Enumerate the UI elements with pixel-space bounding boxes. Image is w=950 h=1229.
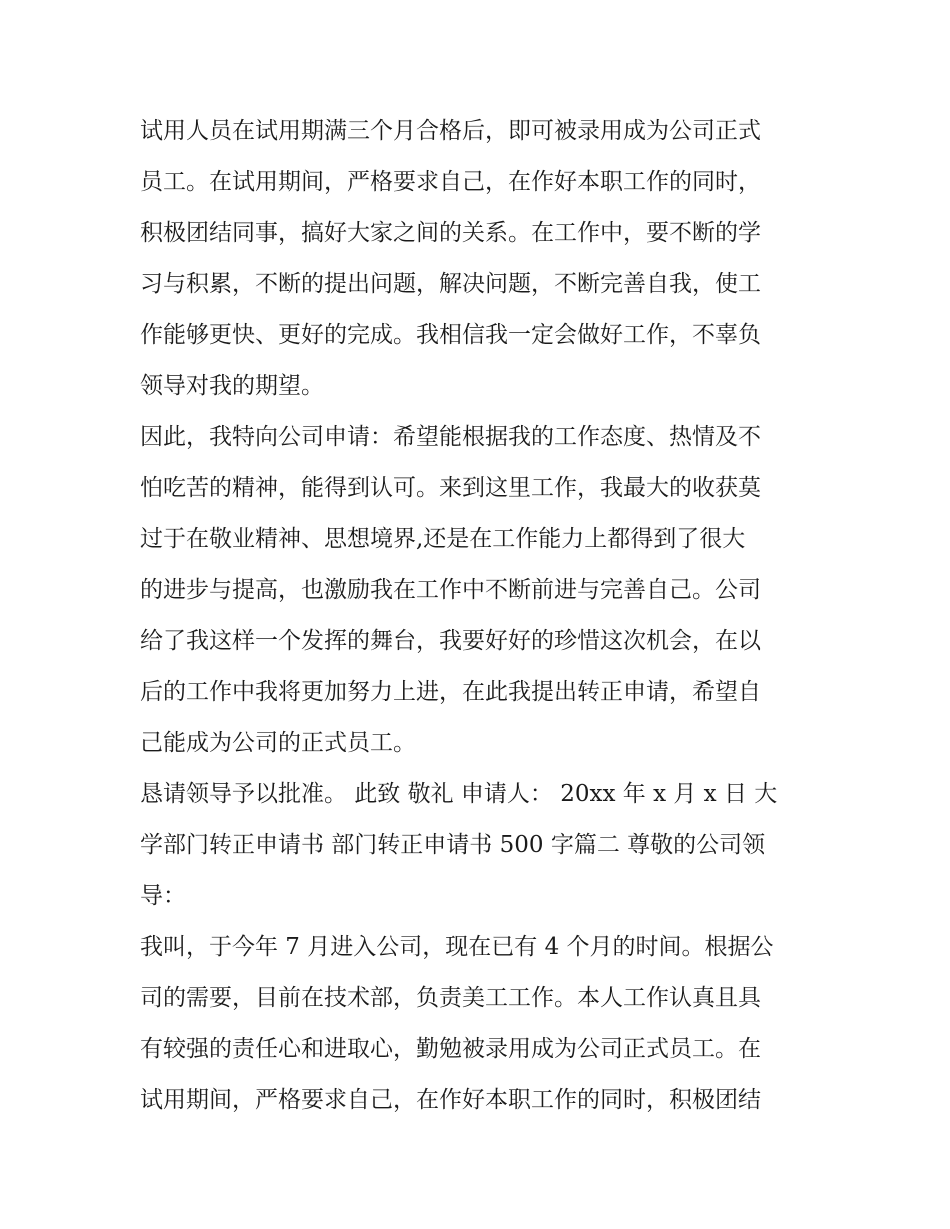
text-line: 过于在敬业精神、思想境界,还是在工作能力上都得到了很大 [140, 526, 746, 552]
text-line: 司的需要，目前在技术部，负责美工工作。本人工作认真且具 [140, 985, 761, 1011]
text-line: 的进步与提高，也激励我在工作中不断前进与完善自己。公司 [140, 577, 761, 603]
text-line: 后的工作中我将更加努力上进，在此我提出转正申请，希望自 [140, 679, 761, 705]
text-line: 我叫，于今年 7 月进入公司，现在已有 4 个月的时间。根据公 [140, 934, 774, 960]
text-line: 作能够更快、更好的完成。我相信我一定会做好工作，不辜负 [140, 322, 761, 348]
text-line: 给了我这样一个发挥的舞台，我要好好的珍惜这次机会，在以 [140, 628, 761, 654]
text-line: 怕吃苦的精神，能得到认可。来到这里工作，我最大的收获莫 [140, 475, 761, 501]
document-body [140, 106, 830, 1126]
text-line: 学部门转正申请书 部门转正申请书 500 字篇二 尊敬的公司领 [140, 832, 766, 858]
text-line: 习与积累，不断的提出问题，解决问题，不断完善自我，使工 [140, 271, 761, 297]
text-line: 领导对我的期望。 [140, 373, 324, 399]
text-line: 试用人员在试用期满三个月合格后，即可被录用成为公司正式 [140, 118, 761, 144]
text-line: 恳请领导予以批准。 此致 敬礼 申请人： 20xx 年 x 月 x 日 大 [140, 781, 778, 807]
text-line: 导： [140, 883, 186, 909]
text-line: 积极团结同事，搞好大家之间的关系。在工作中，要不断的学 [140, 220, 761, 246]
text-line: 有较强的责任心和进取心，勤勉被录用成为公司正式员工。在 [140, 1036, 761, 1062]
text-line: 试用期间，严格要求自己，在作好本职工作的同时，积极团结 [140, 1087, 761, 1113]
text-line: 因此，我特向公司申请：希望能根据我的工作态度、热情及不 [140, 424, 761, 450]
text-line: 己能成为公司的正式员工。 [140, 730, 416, 756]
text-line: 员工。在试用期间，严格要求自己，在作好本职工作的同时， [140, 169, 761, 195]
